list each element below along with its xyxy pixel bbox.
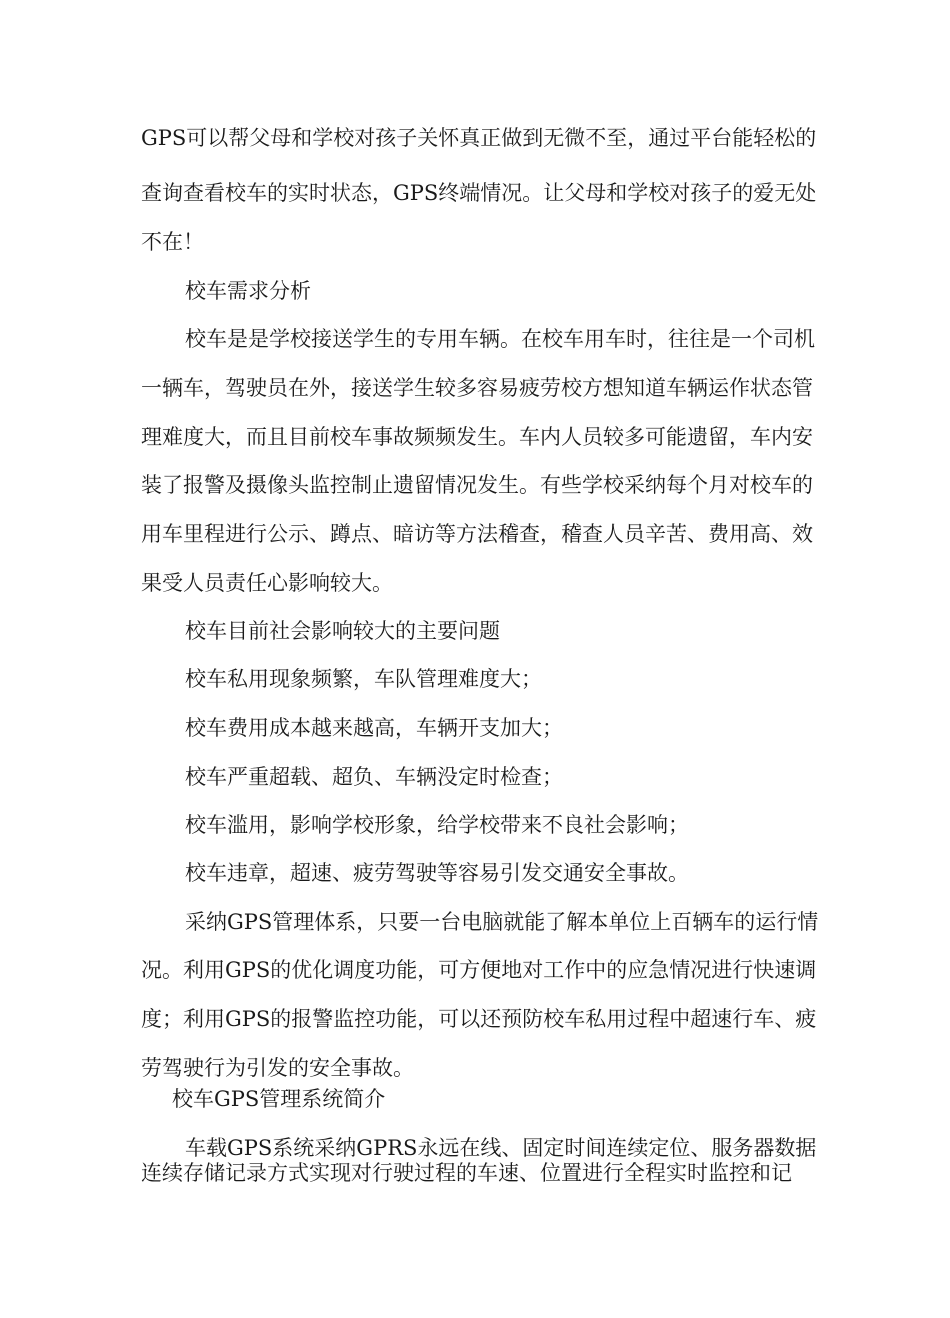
paragraph-requirements-line-6: 果受人员责任心影响较大。 [141, 571, 393, 595]
paragraph-requirements-line-2: 一辆车，驾驶员在外，接送学生较多容易疲劳校方想知道车辆运作状态管 [141, 376, 813, 400]
paragraph-intro-line-3: 不在！ [141, 230, 204, 254]
paragraph-intro-line-2: 查询查看校车的实时状态，GPS终端情况。让父母和学校对孩子的爱无处 [141, 181, 817, 205]
problem-item-4: 校车滥用，影响学校形象，给学校带来不良社会影响； [185, 813, 689, 837]
paragraph-requirements-line-4: 装了报警及摄像头监控制止遗留情况发生。有些学校采纳每个月对校车的 [141, 473, 813, 497]
paragraph-requirements-line-3: 理难度大，而且目前校车事故频频发生。车内人员较多可能遗留，车内安 [141, 425, 813, 449]
paragraph-requirements-line-5: 用车里程进行公示、蹲点、暗访等方法稽查，稽查人员辛苦、费用高、效 [141, 522, 813, 546]
problem-item-3: 校车严重超载、超负、车辆没定时检查； [185, 765, 563, 789]
paragraph-gps-line-1: 采纳GPS管理体系，只要一台电脑就能了解本单位上百辆车的运行情 [185, 910, 819, 934]
paragraph-gps-line-4: 劳驾驶行为引发的安全事故。 [141, 1056, 414, 1080]
heading-main-problems: 校车目前社会影响较大的主要问题 [185, 619, 500, 643]
paragraph-gps-line-2: 况。利用GPS的优化调度功能，可方便地对工作中的应急情况进行快速调 [141, 958, 817, 982]
paragraph-system-line-1: 车载GPS系统采纳GPRS永远在线、固定时间连续定位、服务器数据 [185, 1136, 817, 1160]
problem-item-5: 校车违章，超速、疲劳驾驶等容易引发交通安全事故。 [185, 861, 689, 885]
paragraph-requirements-line-1: 校车是是学校接送学生的专用车辆。在校车用车时，往往是一个司机 [185, 327, 815, 351]
problem-item-1: 校车私用现象频繁，车队管理难度大； [185, 667, 542, 691]
problem-item-2: 校车费用成本越来越高，车辆开支加大； [185, 716, 563, 740]
paragraph-gps-line-3: 度；利用GPS的报警监控功能，可以还预防校车私用过程中超速行车、疲 [141, 1007, 817, 1031]
heading-system-intro: 校车GPS管理系统简介 [172, 1087, 386, 1111]
heading-requirements-analysis: 校车需求分析 [185, 279, 311, 303]
paragraph-intro-line-1: GPS可以帮父母和学校对孩子关怀真正做到无微不至，通过平台能轻松的 [141, 126, 817, 150]
paragraph-system-line-2: 连续存储记录方式实现对行驶过程的车速、位置进行全程实时监控和记 [141, 1161, 792, 1185]
